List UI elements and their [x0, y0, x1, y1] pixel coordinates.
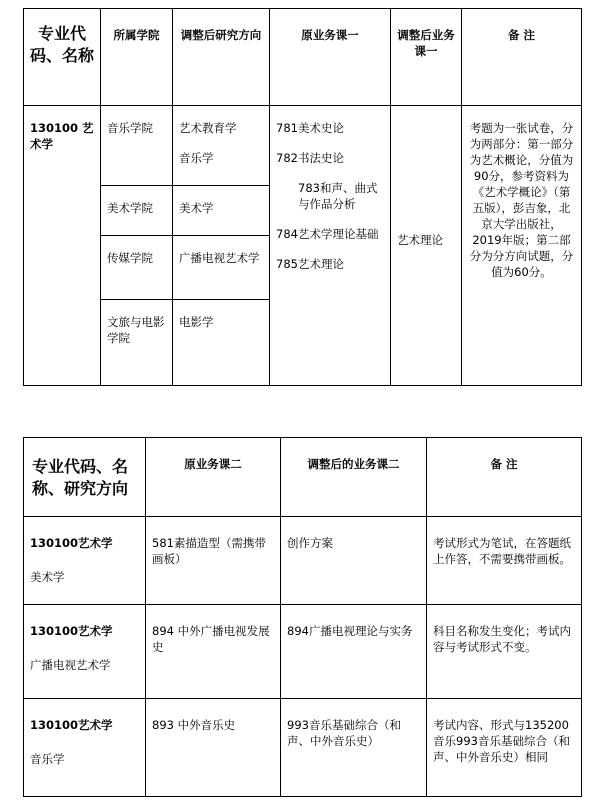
- new-course2-cell: 894广播电视理论与实务: [281, 605, 427, 699]
- header-remarks-2: 备 注: [427, 438, 582, 517]
- direction-cell: 艺术教育学 音乐学: [173, 106, 270, 186]
- remarks-cell-2: 考试内容、形式与135200音乐993音乐基础综合（和声、中外音乐史）相同: [427, 699, 582, 797]
- header-code-dir: 专业代码、名称、研究方向: [24, 438, 146, 517]
- header-orig-course1: 原业务课一: [270, 9, 391, 106]
- header-code-name: 专业代码、名称: [24, 9, 101, 106]
- orig-course2-cell: 893 中外音乐史: [146, 699, 281, 797]
- adjustment-table-2: [23, 437, 582, 797]
- code-dir-cell: 130100艺术学 音乐学: [24, 699, 146, 797]
- remarks-cell-2: 考试形式为笔试，在答题纸上作答，不需要携带画板。: [427, 517, 582, 605]
- header-direction: 调整后研究方向: [173, 9, 270, 106]
- new-course1-cell: 艺术理论: [391, 106, 462, 386]
- header-orig-course2: 原业务课二: [146, 438, 281, 517]
- header-new-course1: 调整后业务课一: [391, 9, 462, 106]
- direction-cell: 广播电视艺术学: [173, 236, 270, 300]
- direction-cell: 美术学: [173, 186, 270, 236]
- major-code-cell: 130100 艺术学: [24, 106, 101, 386]
- header-school: 所属学院: [101, 9, 173, 106]
- remarks-cell-2: 科目名称发生变化；考试内容与考试形式不变。: [427, 605, 582, 699]
- school-cell: 音乐学院: [101, 106, 173, 186]
- code-dir-cell: 130100艺术学 美术学: [24, 517, 146, 605]
- orig-course2-cell: 581素描造型（需携带画板）: [146, 517, 281, 605]
- code-dir-cell: 130100艺术学 广播电视艺术学: [24, 605, 146, 699]
- orig-course1-cell: 781美术史论 782书法史论 783和声、曲式与作品分析 784艺术学理论基础 785艺术理论: [270, 106, 391, 386]
- direction-cell: 电影学: [173, 300, 270, 386]
- school-cell: 文旅与电影学院: [101, 300, 173, 386]
- remarks-cell: 考题为一张试卷，分为两部分：第一部分为艺术概论，分值为90分，参考资料为《艺术学概论》（第五版），彭吉象，北京大学出版社，2019年版；第二部分为分方向试题，分值为60分。: [462, 106, 582, 386]
- adjustment-table-1: [23, 8, 582, 386]
- header-new-course2: 调整后的业务课二: [281, 438, 427, 517]
- header-remarks: 备 注: [462, 9, 582, 106]
- orig-course2-cell: 894 中外广播电视发展史: [146, 605, 281, 699]
- new-course2-cell: 993音乐基础综合（和声、中外音乐史）: [281, 699, 427, 797]
- school-cell: 美术学院: [101, 186, 173, 236]
- new-course2-cell: 创作方案: [281, 517, 427, 605]
- school-cell: 传媒学院: [101, 236, 173, 300]
